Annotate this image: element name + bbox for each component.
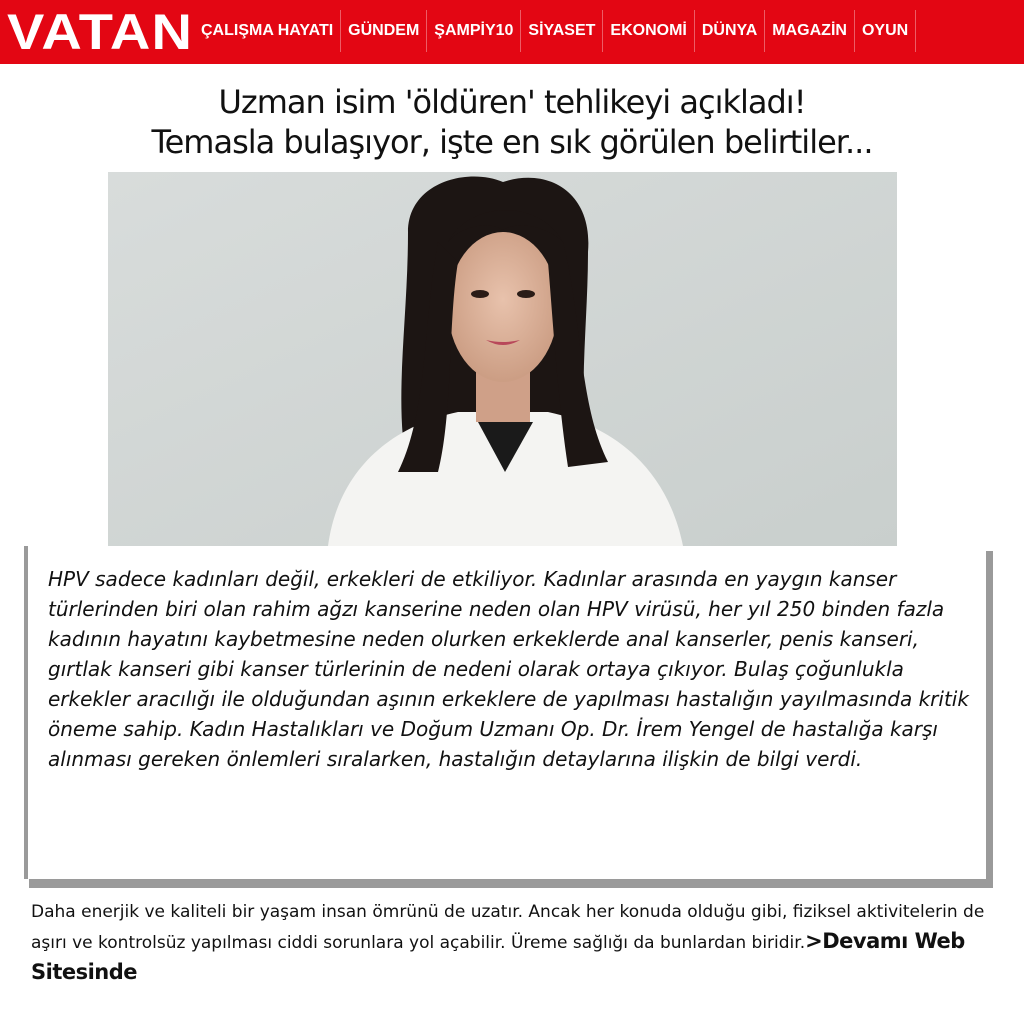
nav-item-dunya[interactable]: DÜNYA — [695, 10, 765, 52]
nav-item-oyun[interactable]: OYUN — [855, 10, 916, 52]
article-body — [31, 898, 1001, 989]
nav-item-sampiy10[interactable]: ŞAMPİY10 — [427, 10, 521, 52]
headline-line-1: Uzman isim 'öldüren' tehlikeyi açıkladı! — [218, 83, 806, 121]
nav-item-gundem[interactable]: GÜNDEM — [341, 10, 427, 52]
main-nav — [194, 10, 916, 52]
article-body-text: Daha enerjik ve kaliteli bir yaşam insan ömrünü de uzatır. Ancak her konuda olduğu gibi, fiziksel aktivitelerin de aşırı ve kontrolsüz yapılması ciddi sorunlara yol açabilir. Üreme sağlığı da bunlardan biridir. — [31, 902, 985, 953]
read-more-link[interactable]: >Devamı Web Sitesinde — [31, 929, 965, 984]
nav-item-siyaset[interactable]: SİYASET — [521, 10, 603, 52]
nav-item-magazin[interactable]: MAGAZİN — [765, 10, 855, 52]
article-summary: HPV sadece kadınları değil, erkekleri de etkiliyor. Kadınlar arasında en yaygın kanser türlerinden biri olan rahim ağzı kanserine neden olan HPV virüsü, her yıl 250 binden fazla kadının hayatını kaybetmesine neden olurken erkeklerde anal kanserler, penis kanseri, gırtlak kanseri gibi kanser türlerinin de nedeni olarak ortaya çıkıyor. Bulaş çoğunlukla erkekler aracılığı ile olduğundan aşının erkeklere de yapılması hastalığın yayılmasında kritik öneme sahip. Kadın Hastalıkları ve Doğum Uzmanı Op. Dr. İrem Yengel de hastalığa karşı alınması gereken önlemleri sıralarken, hastalığın detaylarına ilişkin de bilgi verdi. — [48, 567, 969, 771]
headline-line-2: Temasla bulaşıyor, işte en sık görülen belirtiler... — [151, 123, 873, 161]
article-headline — [40, 82, 984, 162]
summary-box — [24, 546, 986, 879]
nav-item-ekonomi[interactable]: EKONOMİ — [603, 10, 694, 52]
vatan-logo[interactable]: VATAN — [7, 4, 194, 60]
nav-item-calisma-hayati[interactable]: ÇALIŞMA HAYATI — [194, 10, 341, 52]
top-navigation-bar — [0, 0, 1024, 64]
article-photo — [108, 172, 897, 546]
